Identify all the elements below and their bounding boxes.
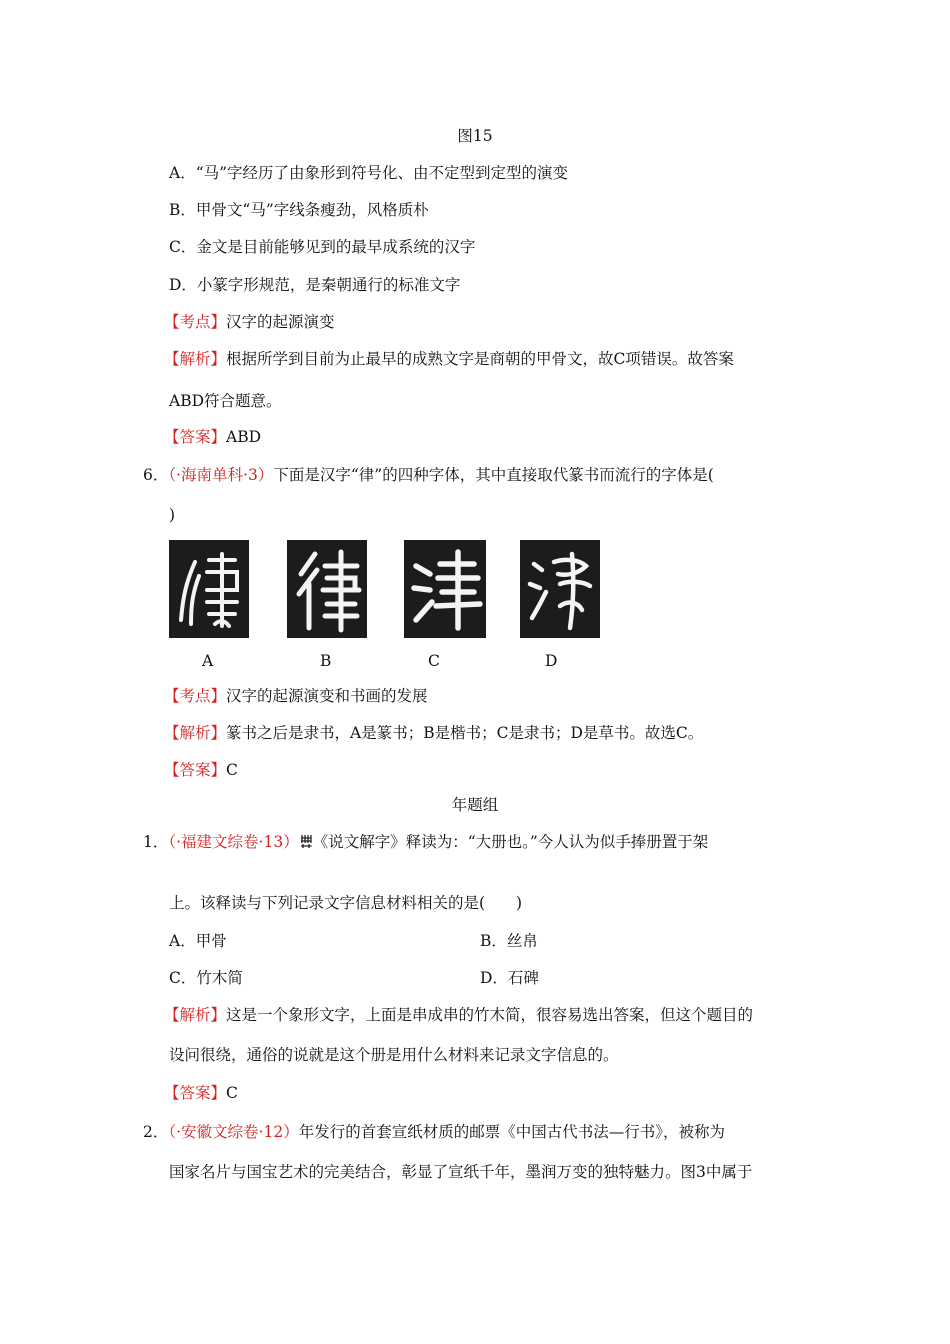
q6-jiexi xyxy=(164,723,703,743)
question-number: 2． xyxy=(143,1123,169,1141)
q1-option-d: D．石碑 xyxy=(480,969,539,987)
regular-script-lv-image xyxy=(287,540,367,638)
q2-stem-cont: 国家名片与国宝艺术的完美结合，彰显了宣纸千年，墨润万变的独特魅力。图3中属于 xyxy=(169,1163,753,1181)
kaodian-tag: 【考点】 xyxy=(164,313,227,331)
image-label-d: D xyxy=(545,652,558,670)
q1-option-b: B．丝帛 xyxy=(480,932,538,950)
question-stem: 《说文解字》释读为：“大册也。”今人认为似手捧册置于架 xyxy=(312,833,709,851)
jiexi-tag: 【解析】 xyxy=(164,1006,227,1024)
jiexi-text: 根据所学到目前为止最早的成熟文字是商朝的甲骨文，故C项错误。故答案 xyxy=(226,350,734,368)
q5-jiexi xyxy=(164,349,734,369)
question-source: （·福建文综卷·13） xyxy=(168,833,299,851)
question-source: （·海南单科·3） xyxy=(168,466,274,484)
figure-caption: 图15 xyxy=(457,127,493,145)
answer-text: C xyxy=(226,761,238,779)
q1-jiexi-cont: 设问很绕，通俗的说就是这个册是用什么材料来记录文字信息的。 xyxy=(169,1046,619,1064)
q6-answer xyxy=(164,760,238,780)
answer-tag: 【答案】 xyxy=(164,761,227,779)
q1-answer xyxy=(164,1083,238,1103)
jiexi-tag: 【解析】 xyxy=(164,350,227,368)
q5-option-a: A．“马”字经历了由象形到符号化、由不定型到定型的演变 xyxy=(169,164,569,182)
image-label-a: A xyxy=(202,652,214,670)
question-source: （·安徽文综卷·12） xyxy=(168,1123,299,1141)
q1-stem-cont: 上。该释读与下列记录文字信息材料相关的是( ) xyxy=(169,894,523,912)
q1-option-a: A．甲骨 xyxy=(169,932,227,950)
answer-tag: 【答案】 xyxy=(164,428,227,446)
q2-stem xyxy=(143,1122,725,1142)
question-stem: 年发行的首套宣纸材质的邮票《中国古代书法—行书》，被称为 xyxy=(298,1123,725,1141)
answer-text: ABD xyxy=(226,428,262,446)
cursive-script-lv-image xyxy=(520,540,600,638)
q5-option-c: C．金文是目前能够见到的最早成系统的汉字 xyxy=(169,238,476,256)
kaodian-tag: 【考点】 xyxy=(164,687,227,705)
image-label-b: B xyxy=(320,652,332,670)
section-title: 年题组 xyxy=(451,796,499,814)
image-label-c: C xyxy=(428,652,440,670)
seal-script-lv-image xyxy=(169,540,249,638)
q6-kaodian xyxy=(164,686,428,706)
ce-character-icon xyxy=(300,833,312,849)
kaodian-text: 汉字的起源演变和书画的发展 xyxy=(226,687,428,705)
q1-jiexi xyxy=(164,1005,753,1025)
question-stem: 下面是汉字“律”的四种字体，其中直接取代篆书而流行的字体是( xyxy=(273,466,714,484)
kaodian-text: 汉字的起源演变 xyxy=(226,313,335,331)
q5-option-b: B．甲骨文“马”字线条瘦劲，风格质朴 xyxy=(169,201,429,219)
jiexi-text: 篆书之后是隶书，A是篆书；B是楷书；C是隶书；D是草书。故选C。 xyxy=(226,724,704,742)
q5-jiexi-cont: ABD符合题意。 xyxy=(169,392,282,410)
q1-stem xyxy=(143,832,708,852)
question-number: 1． xyxy=(143,833,169,851)
q6-stem xyxy=(143,465,714,485)
q1-option-c: C．竹木简 xyxy=(169,969,243,987)
clerical-script-lv-image xyxy=(404,540,486,638)
answer-text: C xyxy=(226,1084,238,1102)
question-number: 6． xyxy=(143,466,169,484)
answer-tag: 【答案】 xyxy=(164,1084,227,1102)
q5-option-d: D．小篆字形规范，是秦朝通行的标准文字 xyxy=(169,276,461,294)
jiexi-tag: 【解析】 xyxy=(164,724,227,742)
q5-answer xyxy=(164,427,261,447)
q5-kaodian xyxy=(164,312,335,332)
q6-stem-cont: ) xyxy=(169,506,176,524)
jiexi-text: 这是一个象形文字，上面是串成串的竹木简，很容易选出答案，但这个题目的 xyxy=(226,1006,754,1024)
